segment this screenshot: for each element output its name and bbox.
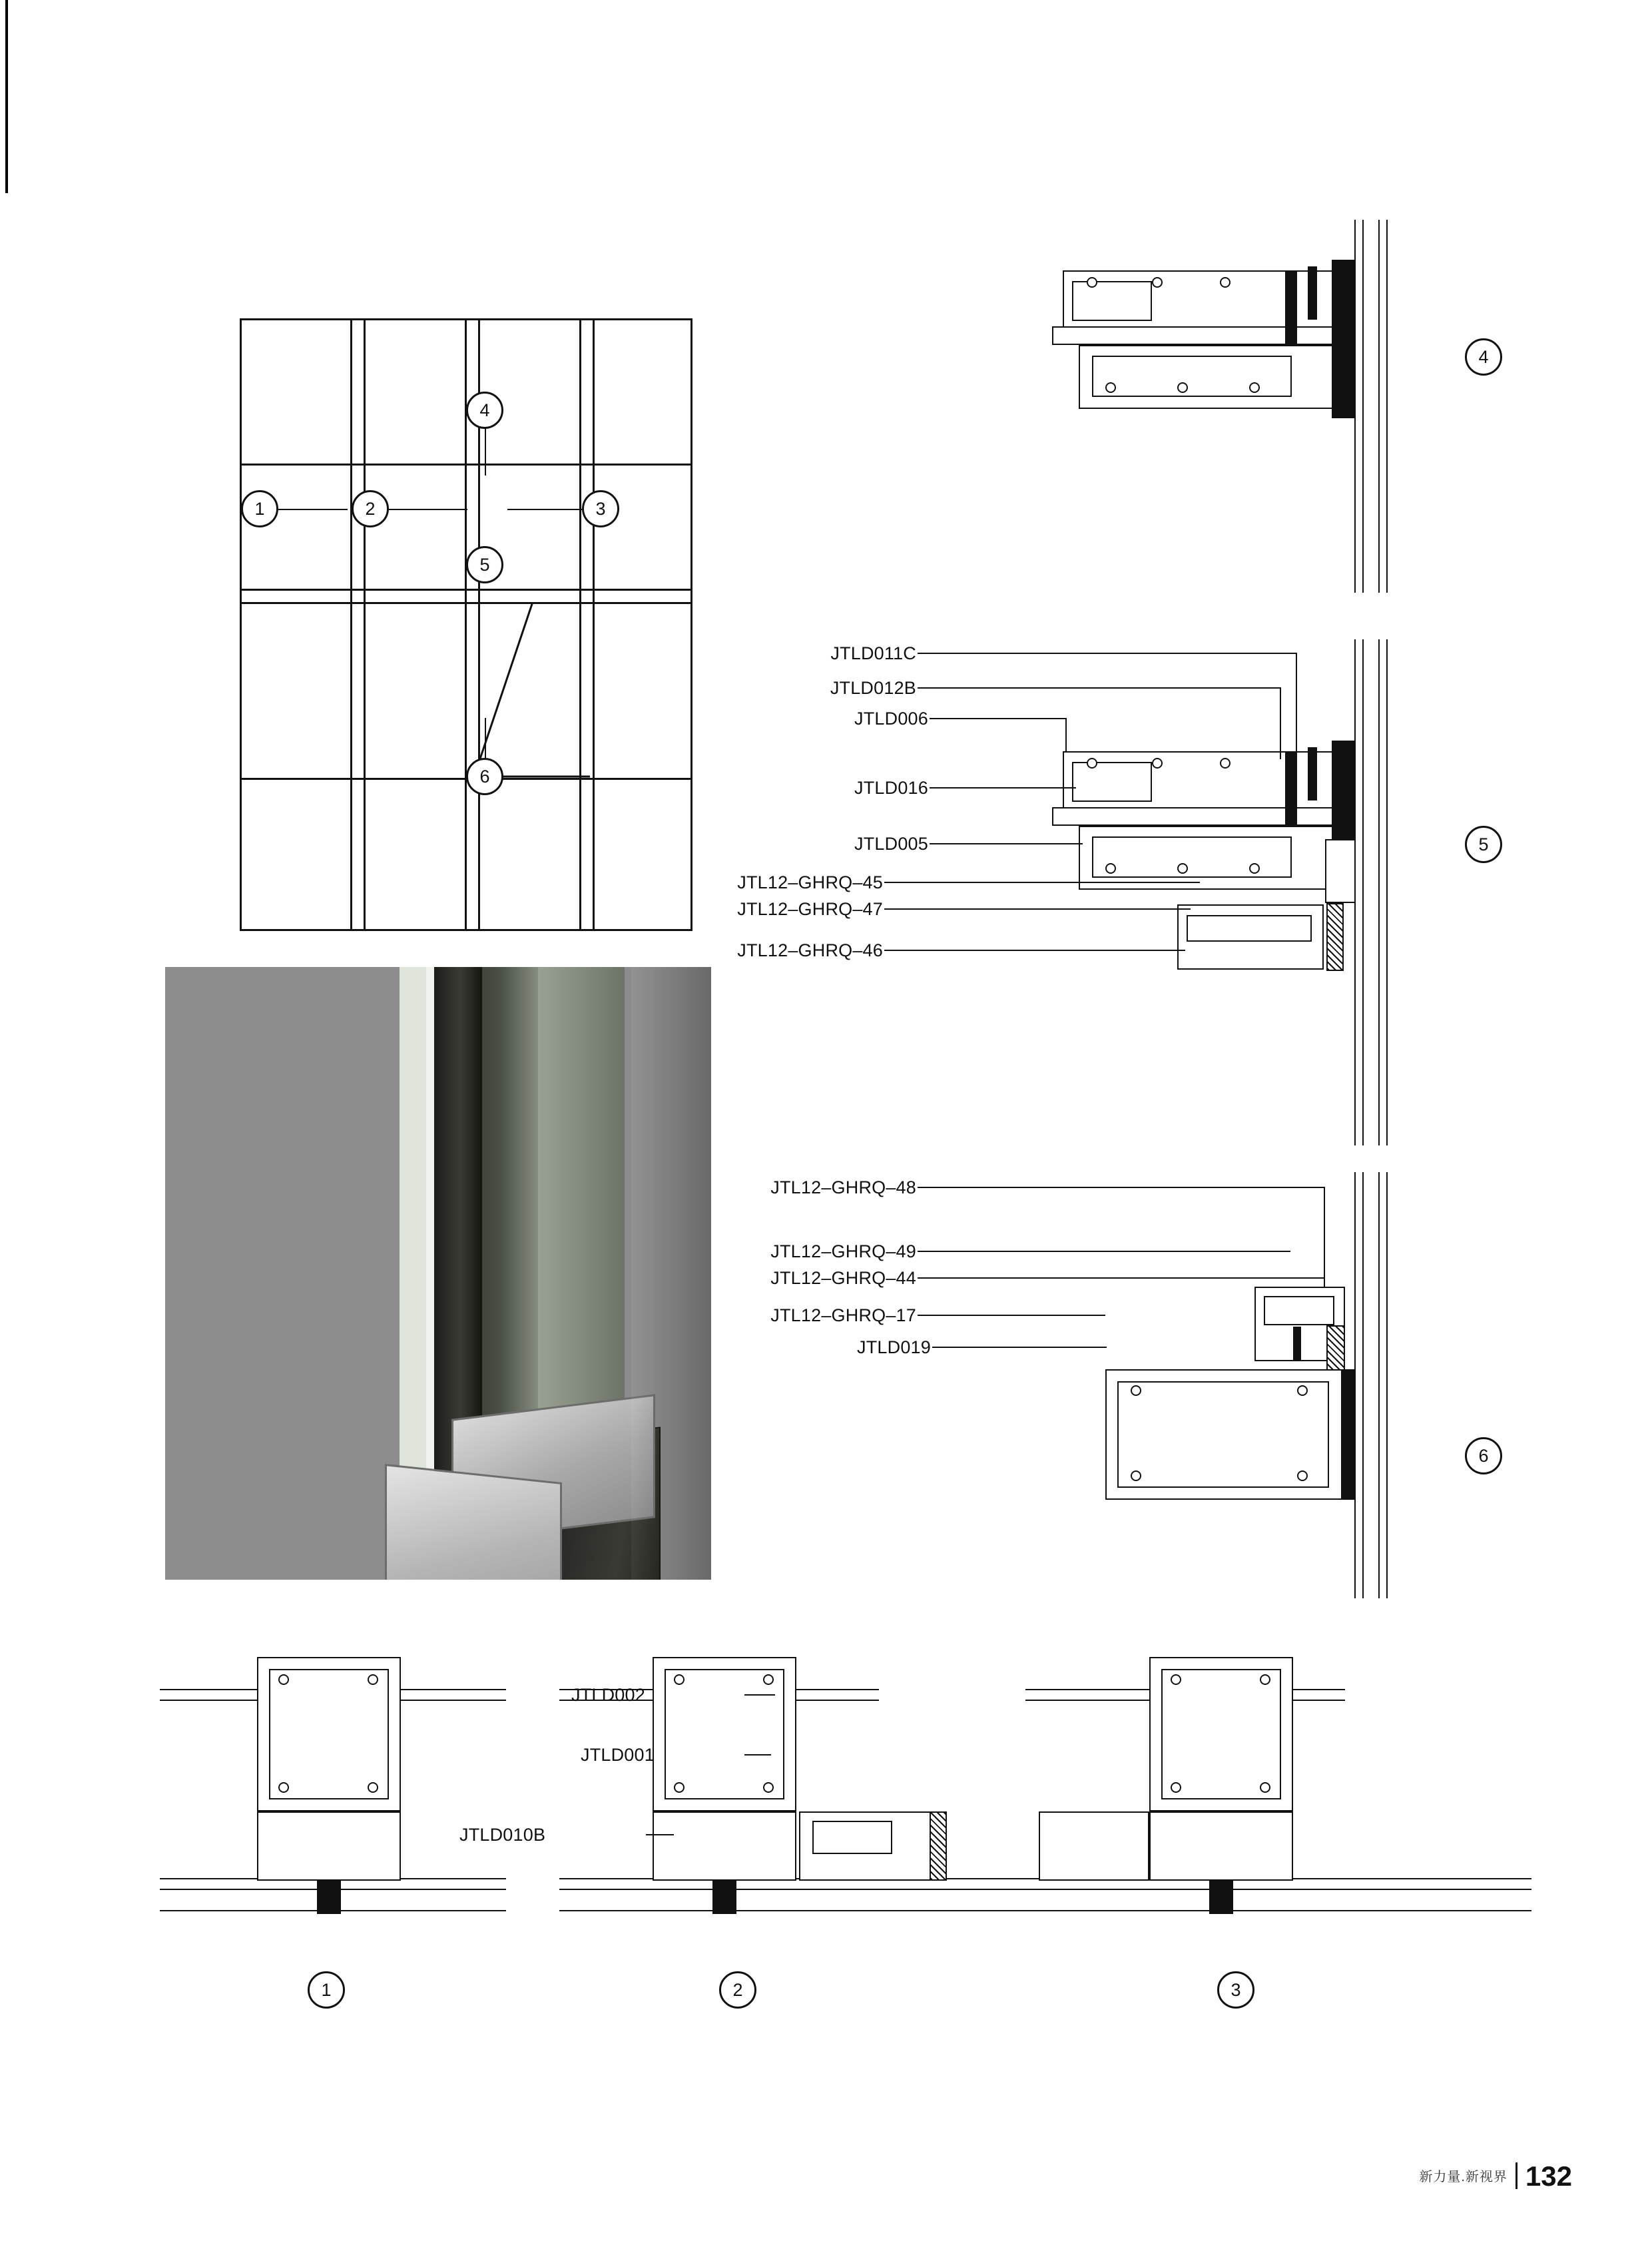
- b2-leader-002: [744, 1694, 775, 1696]
- b2-leader-010b: [646, 1834, 674, 1835]
- b2-screw-3: [674, 1782, 685, 1793]
- d5-screw-5: [1177, 863, 1188, 874]
- d5-label-ghrq47: JTL12–GHRQ–47: [737, 899, 883, 919]
- aluminium-profile-render: [165, 967, 711, 1580]
- d4-glass-line-4: [1386, 220, 1388, 593]
- elevation-mullion-v3b: [593, 318, 595, 931]
- bottom-detail-1-drawing: [160, 1645, 506, 2000]
- b3-gasket: [1209, 1881, 1233, 1914]
- b2-thermal-break: [930, 1811, 947, 1881]
- d5-sub-cavity: [1187, 915, 1312, 942]
- b3-lower-box: [1149, 1811, 1293, 1881]
- bottom-detail-3-drawing: [1025, 1645, 1531, 2000]
- d4-gasket-1: [1285, 272, 1297, 345]
- d6-screw-1: [1131, 1385, 1141, 1396]
- page-number: 132: [1525, 2160, 1572, 2192]
- elevation-transom-h1: [240, 464, 692, 466]
- d6-label-ghrq48: JTL12–GHRQ–48: [770, 1177, 916, 1197]
- d5-profile-mid: [1052, 807, 1353, 826]
- d6-gasket-top: [1293, 1327, 1301, 1361]
- d5-screw-3: [1220, 758, 1231, 769]
- d4-screw-3: [1220, 277, 1231, 288]
- d5-label-ghrq45: JTL12–GHRQ–45: [737, 872, 883, 892]
- d6-label-ghrq44: JTL12–GHRQ–44: [770, 1268, 916, 1288]
- d5-profile-upper-cavity: [1072, 762, 1152, 802]
- b3-screw-2: [1260, 1674, 1270, 1685]
- d5-leader-011c-v: [1296, 653, 1297, 759]
- b2-label-jtld001: JTLD001: [581, 1745, 655, 1765]
- d6-gasket-side: [1342, 1369, 1356, 1500]
- d5-leader-46: [884, 950, 1185, 951]
- d6-label-jtld019: JTLD019: [857, 1337, 931, 1357]
- footer-brand-text: 新力量.新视界: [1419, 2170, 1508, 2184]
- b2-screw-1: [674, 1674, 685, 1685]
- d5-leader-012b: [918, 687, 1281, 689]
- d5-screw-1: [1087, 758, 1097, 769]
- d6-label-ghrq49: JTL12–GHRQ–49: [770, 1241, 916, 1261]
- detail-5-callout[interactable]: 5: [1465, 826, 1502, 863]
- photo-profile-front-extrusion: [385, 1464, 562, 1580]
- d4-screw-2: [1152, 277, 1163, 288]
- page-footer: [1419, 2160, 1572, 2192]
- b1-lower-box: [257, 1811, 401, 1881]
- b3-line-4: [1025, 1889, 1531, 1890]
- elevation-transom-h2: [240, 589, 692, 591]
- b3-screw-4: [1260, 1782, 1270, 1793]
- d4-profile-lower-cavity: [1092, 356, 1292, 397]
- b2-lower-box: [653, 1811, 796, 1881]
- d5-leader-005: [930, 843, 1083, 844]
- b2-label-jtld002: JTLD002: [571, 1685, 645, 1705]
- d6-screw-2: [1297, 1385, 1308, 1396]
- elevation-sash-symbol: [471, 602, 593, 778]
- b1-screw-4: [368, 1782, 378, 1793]
- d4-screw-5: [1177, 382, 1188, 393]
- d4-screw-4: [1105, 382, 1116, 393]
- d4-glass-line-1: [1354, 220, 1356, 593]
- b2-side-cavity: [812, 1821, 892, 1854]
- b2-leader-001: [744, 1754, 771, 1756]
- b1-screw-3: [278, 1782, 289, 1793]
- bottom-detail-2-callout[interactable]: 2: [719, 1971, 756, 2009]
- d6-leader-49: [918, 1251, 1290, 1252]
- d4-screw-1: [1087, 277, 1097, 288]
- bottom-detail-3-callout[interactable]: 3: [1217, 1971, 1254, 2009]
- curtain-wall-elevation: [240, 318, 692, 931]
- d4-profile-upper-cavity: [1072, 281, 1152, 321]
- d5-leader-011c: [918, 653, 1297, 654]
- elevation-callout-2[interactable]: 2: [352, 490, 389, 527]
- photo-glass-sheen: [631, 967, 711, 1580]
- d6-screw-3: [1131, 1470, 1141, 1481]
- d6-main-cavity: [1117, 1381, 1329, 1488]
- b1-gasket: [317, 1881, 341, 1914]
- b2-screw-2: [763, 1674, 774, 1685]
- d5-leader-45: [884, 882, 1200, 883]
- b1-mullion-cavity: [269, 1669, 389, 1799]
- d6-screw-4: [1297, 1470, 1308, 1481]
- d5-profile-lower-cavity: [1092, 836, 1292, 878]
- elevation-leader-2: [389, 509, 467, 510]
- d6-leader-48-v: [1324, 1187, 1325, 1288]
- d6-label-ghrq17: JTL12–GHRQ–17: [770, 1305, 916, 1325]
- detail-4-drawing: [1039, 220, 1489, 593]
- elevation-callout-5[interactable]: 5: [466, 546, 503, 583]
- d5-label-jtld006: JTLD006: [854, 709, 928, 729]
- d5-leader-47: [884, 908, 1191, 910]
- bottom-detail-1-callout[interactable]: 1: [308, 1971, 345, 2009]
- elevation-callout-6[interactable]: 6: [466, 758, 503, 795]
- b2-line-4: [559, 1889, 1065, 1890]
- detail-5-drawing: [737, 639, 1489, 1145]
- b3-line-5: [1025, 1910, 1531, 1911]
- b1-screw-1: [278, 1674, 289, 1685]
- d5-screw-4: [1105, 863, 1116, 874]
- elevation-transom-h2b: [240, 602, 692, 604]
- b2-gasket: [712, 1881, 736, 1914]
- elevation-leader-4: [485, 429, 486, 476]
- d4-gasket-4: [1332, 346, 1354, 418]
- d5-glass-line-4: [1386, 639, 1388, 1145]
- d5-leader-006: [930, 718, 1067, 719]
- d5-screw-6: [1249, 863, 1260, 874]
- d5-thermal-break: [1326, 903, 1344, 971]
- detail-4-callout[interactable]: 4: [1465, 338, 1502, 376]
- d6-glass-line-4: [1386, 1172, 1388, 1598]
- d5-label-jtld012b: JTLD012B: [830, 678, 916, 698]
- d6-glass-line-2: [1362, 1172, 1364, 1598]
- d5-leader-016: [930, 787, 1076, 789]
- d6-leader-48: [918, 1187, 1325, 1188]
- d6-leader-019: [932, 1347, 1107, 1348]
- d5-gasket-1: [1285, 753, 1297, 826]
- b2-line-5: [559, 1910, 1065, 1911]
- d6-leader-44: [918, 1277, 1324, 1279]
- elevation-callout-4[interactable]: 4: [466, 392, 503, 429]
- elevation-mullion-v1: [350, 318, 352, 931]
- b1-screw-2: [368, 1674, 378, 1685]
- detail-6-callout[interactable]: 6: [1465, 1437, 1502, 1474]
- d4-gasket-2: [1308, 266, 1317, 320]
- d6-top-cavity: [1264, 1296, 1334, 1325]
- b2-label-jtld010b: JTLD010B: [459, 1825, 546, 1845]
- d6-thermal-break: [1326, 1325, 1345, 1373]
- elevation-leader-3: [507, 509, 582, 510]
- d5-glass-line-2: [1362, 639, 1364, 1145]
- d4-glass-line-2: [1362, 220, 1364, 593]
- elevation-callout-3[interactable]: 3: [582, 490, 619, 527]
- b3-screw-1: [1171, 1674, 1181, 1685]
- d5-leader-006-v: [1065, 718, 1067, 753]
- d4-profile-mid: [1052, 326, 1353, 345]
- d5-leader-012b-v: [1280, 687, 1281, 759]
- d5-glass-line-3: [1378, 639, 1380, 1145]
- b3-mullion-cavity: [1161, 1669, 1281, 1799]
- b3-side-box: [1039, 1811, 1149, 1881]
- elevation-mullion-v1b: [364, 318, 366, 931]
- b3-screw-3: [1171, 1782, 1181, 1793]
- d4-screw-6: [1249, 382, 1260, 393]
- elevation-leader-1: [278, 509, 348, 510]
- d4-gasket-3: [1332, 260, 1354, 346]
- d5-label-jtld011c: JTLD011C: [830, 643, 916, 663]
- d5-gasket-3: [1332, 741, 1354, 827]
- d5-label-jtld016: JTLD016: [854, 778, 928, 798]
- d5-label-ghrq46: JTL12–GHRQ–46: [737, 940, 883, 960]
- page-edge-rule: [5, 0, 8, 193]
- d5-gasket-2: [1308, 747, 1317, 800]
- bottom-detail-2-drawing: [459, 1645, 1065, 2000]
- detail-6-drawing: [770, 1172, 1489, 1598]
- footer-divider: [1515, 2162, 1517, 2189]
- d5-adapter: [1325, 839, 1356, 903]
- b2-screw-4: [763, 1782, 774, 1793]
- d6-leader-17: [918, 1315, 1105, 1316]
- d6-glass-line-3: [1378, 1172, 1380, 1598]
- elevation-callout-1[interactable]: 1: [241, 490, 278, 527]
- d4-glass-line-3: [1378, 220, 1380, 593]
- d5-screw-2: [1152, 758, 1163, 769]
- elevation-leader-6: [485, 718, 486, 762]
- d5-label-jtld005: JTLD005: [854, 834, 928, 854]
- b2-mullion-cavity: [665, 1669, 784, 1799]
